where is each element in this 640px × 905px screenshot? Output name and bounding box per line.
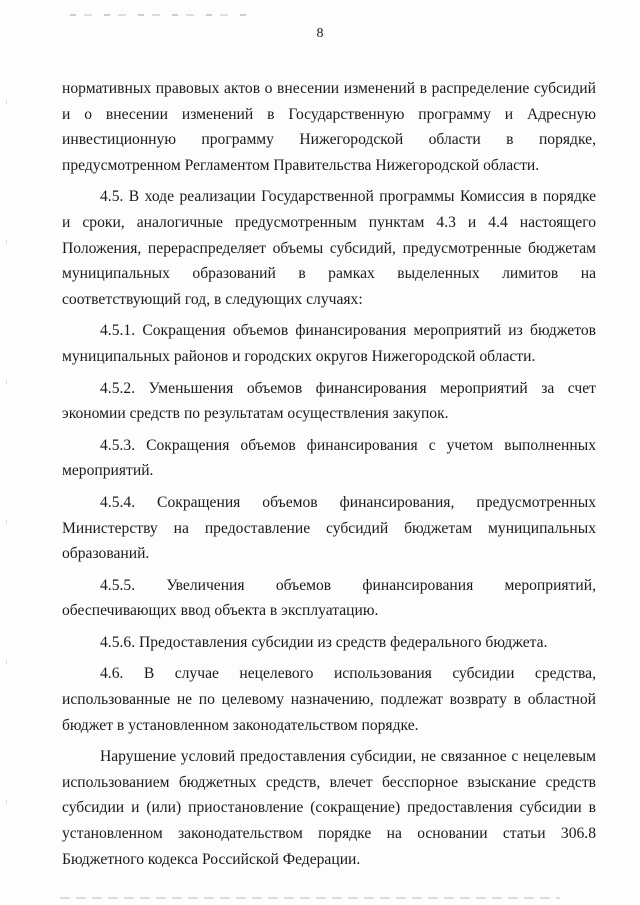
paragraph-4-5-1: 4.5.1. Сокращения объемов финансирования мероприятий из бюджетов муниципальных районов и городских округов Нижегородской области. [62,322,596,365]
paragraph-4-5-4: 4.5.4. Сокращения объемов финансирования, предусмотренных Министерству на предоставление субсидий бюджетам муниципальных образований. [62,493,596,563]
scan-artifact-top [70,14,250,16]
page-number: 8 [316,26,324,41]
paragraph-4-5-5: 4.5.5. Увеличения объемов финансирования мероприятий, обеспечивающих ввод объекта в эксплуатацию. [62,576,596,620]
paragraph-4-5-2: 4.5.2. Уменьшения объемов финансирования мероприятий за счет экономии средств по результатам осуществления закупок. [62,379,596,423]
paragraph-4-5: 4.5. В ходе реализации Государственной программы Комиссия в порядке и сроки, аналогичные предусмотренным пунктам 4.3 и 4.4 настоящего Положения, перераспределяет объемы субсидий, предусмотренные бюджетам муниципальных образований в рамках выделенных лимитов на соответствующий год, в следующих случаях: [62,188,596,308]
paragraph-continuation: нормативных правовых актов о внесении изменений в распределение субсидий и о внесении изменений в Государственную программу и Адресную инвестиционную программу Нижегородской области в порядке, предусмотренном Регламентом Правительства Нижегородской области. [62,80,596,174]
scan-artifact-bottom [60,897,560,899]
paragraph-4-5-6: 4.5.6. Предоставления субсидии из средств федерального бюджета. [100,633,548,651]
paragraph-4-6: 4.6. В случае нецелевого использования субсидии средства, использованные не по целевому назначению, подлежат возврату в областной бюджет в установленном законодательством порядке. [62,665,596,734]
document-body [62,76,596,872]
paragraph-4-5-3: 4.5.3. Сокращения объемов финансирования с учетом выполненных мероприятий. [62,436,596,480]
paragraph-violation: Нарушение условий предоставления субсидии, не связанное с нецелевым использованием бюджетных средств, влечет бесспорное взыскание средств субсидии и (или) приостановление (сокращение) предоставления субсидии в установленном законодательством порядке на основании статьи 306.8 Бюджетного кодекса Российской Федерации. [62,748,596,868]
scan-artifact-left [6,40,7,860]
